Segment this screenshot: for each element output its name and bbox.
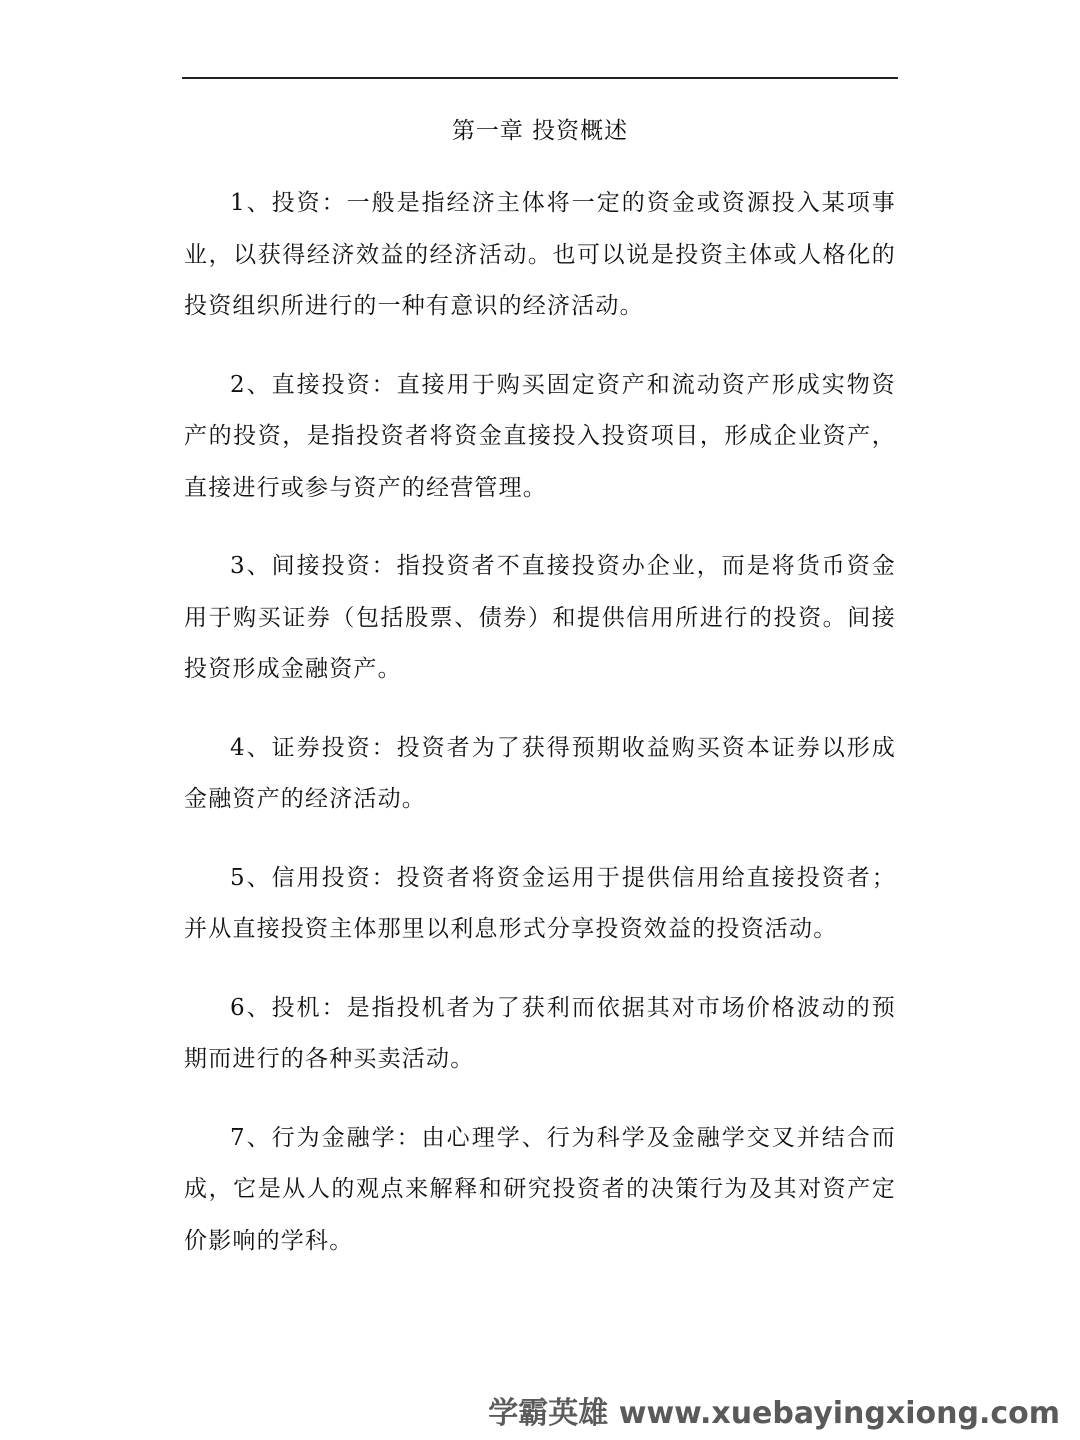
paragraph-direct-investment: 2、直接投资：直接用于购买固定资产和流动资产形成实物资产的投资，是指投资者将资金直接投入投资项目，形成企业资产，直接进行或参与资产的经营管理。 [184, 371, 896, 501]
header-rule [182, 77, 898, 79]
watermark: 学霸英雄 www.xuebayingxiong.com [488, 1396, 1060, 1431]
paragraph-indirect-investment: 3、间接投资：指投资者不直接投资办企业，而是将货币资金用于购买证券（包括股票、债券）和提供信用所进行的投资。间接投资形成金融资产。 [184, 553, 896, 682]
document-body [184, 178, 896, 1294]
paragraph-credit-investment: 5、信用投资：投资者将资金运用于提供信用给直接投资者；并从直接投资主体那里以利息形式分享投资效益的投资活动。 [184, 864, 896, 942]
paragraph-securities-investment: 4、证券投资：投资者为了获得预期收益购买资本证券以形成金融资产的经济活动。 [184, 734, 896, 812]
paragraph-investment: 1、投资：一般是指经济主体将一定的资金或资源投入某项事业，以获得经济效益的经济活动。也可以说是投资主体或人格化的投资组织所进行的一种有意识的经济活动。 [184, 190, 896, 319]
chapter-title: 第一章 投资概述 [451, 118, 629, 144]
paragraph-behavioral-finance: 7、行为金融学：由心理学、行为科学及金融学交叉并结合而成，它是从人的观点来解释和研究投资者的决策行为及其对资产定价影响的学科。 [184, 1124, 896, 1254]
paragraph-speculation: 6、投机：是指投机者为了获利而依据其对市场价格波动的预期而进行的各种买卖活动。 [184, 994, 896, 1072]
